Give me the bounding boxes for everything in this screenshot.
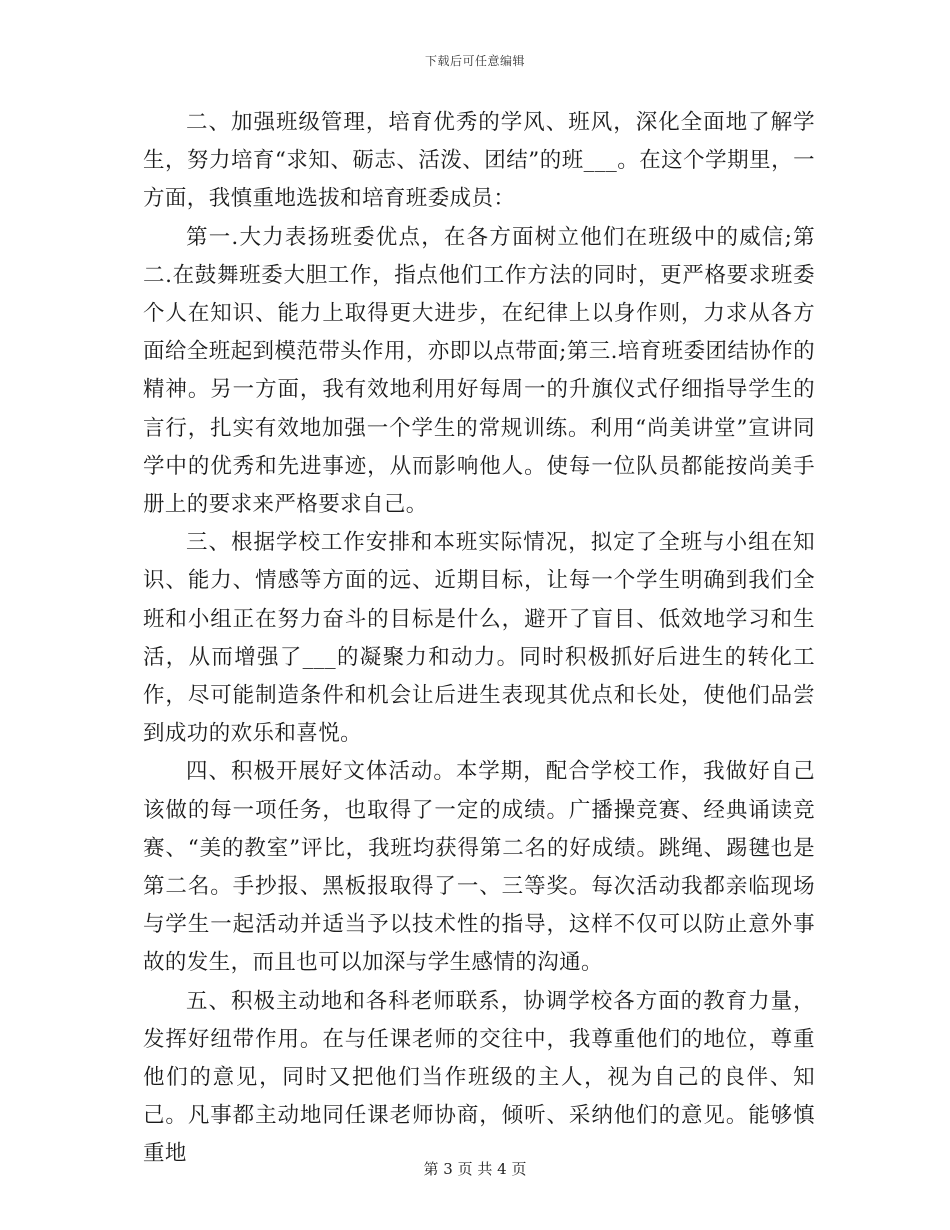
paragraph-5: 五、积极主动地和各科老师联系，协调学校各方面的教育力量，发挥好纽带作用。在与任课老师的交往中，我尊重他们的地位，尊重他们的意见，同时又把他们当作班级的主人，视为自己的良伴、知己。凡事都主动地同任课老师协商，倾听、采纳他们的意见。能够慎重地 xyxy=(143,988,815,1167)
document-body xyxy=(143,104,815,1174)
paragraph-2: 二、加强班级管理，培育优秀的学风、班风，深化全面地了解学生，努力培育“求知、砺志、活泼、团结”的班___。在这个学期里，一方面，我慎重地选拔和培育班委成员： xyxy=(143,110,815,212)
paragraph-3: 三、根据学校工作安排和本班实际情况，拟定了全班与小组在知识、能力、情感等方面的远、近期目标，让每一个学生明确到我们全班和小组正在努力奋斗的目标是什么，避开了盲目、低效地学习和生活，从而增强了___的凝聚力和动力。同时积极抓好后进生的转化工作，尽可能制造条件和机会让后进生表现其优点和长处，使他们品尝到成功的欢乐和喜悦。 xyxy=(143,530,815,747)
page-number: 第 3 页 共 4 页 xyxy=(423,1160,527,1178)
paragraph-4: 四、积极开展好文体活动。本学期，配合学校工作，我做好自己该做的每一项任务，也取得了一定的成绩。广播操竞赛、经典诵读竞赛、“美的教室”评比，我班均获得第二名的好成绩。跳绳、踢毽也是第二名。手抄报、黑板报取得了一、三等奖。每次活动我都亲临现场与学生一起活动并适当予以技术性的指导，这样不仅可以防止意外事故的发生，而且也可以加深与学生感情的沟通。 xyxy=(143,759,815,976)
page-header-note: 下载后可任意编辑 xyxy=(424,54,525,68)
paragraph-first-second-third: 第一.大力表扬班委优点，在各方面树立他们在班级中的威信;第二.在鼓舞班委大胆工作，指点他们工作方法的同时，更严格要求班委个人在知识、能力上取得更大进步，在纪律上以身作则，力求从各方面给全班起到模范带头作用，亦即以点带面;第三.培育班委团结协作的精神。另一方面，我有效地利用好每周一的升旗仪式仔细指导学生的言行，扎实有效地加强一个学生的常规训练。利用“尚美讲堂”宣讲同学中的优秀和先进事迹，从而影响他人。使每一位队员都能按尚美手册上的要求来严格要求自己。 xyxy=(143,224,815,518)
